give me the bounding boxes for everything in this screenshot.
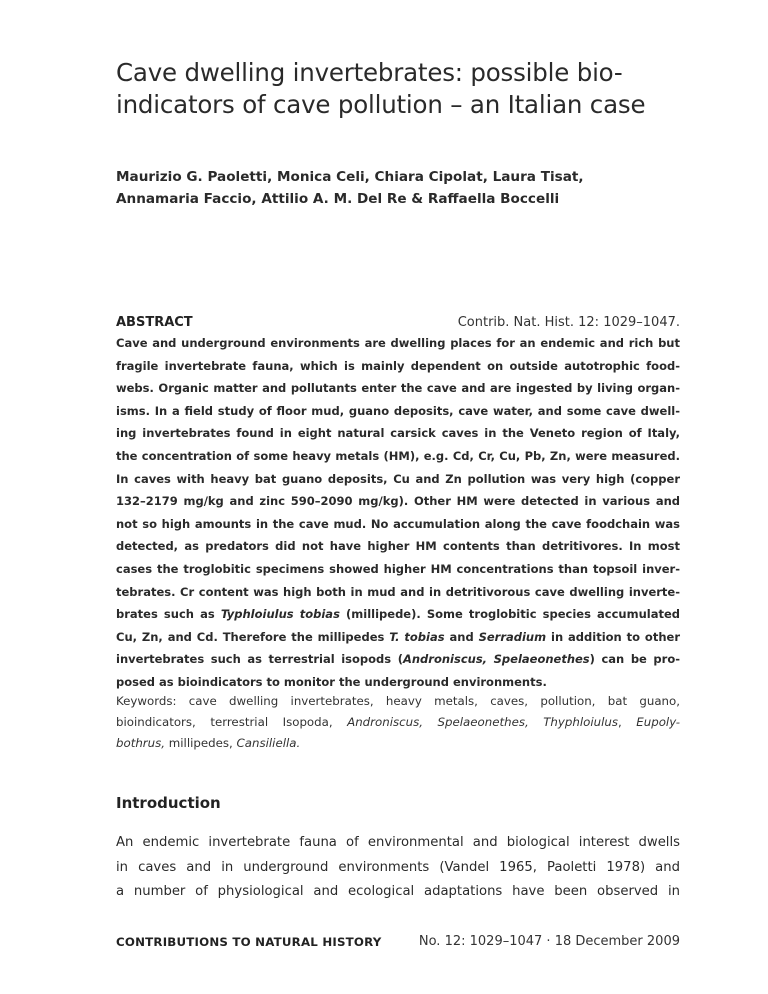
- title-line: Cave dwelling invertebrates: possible bio-: [116, 58, 623, 87]
- abstract-header: [116, 313, 680, 333]
- keyword-taxon: Androniscus, Spelaeonethes, Thyphloiulus: [347, 715, 619, 729]
- keywords-line: Keywords: cave dwelling invertebrates, heavy metals, caves, pollution, bat guano,: [116, 694, 680, 708]
- abstract-line: webs. Organic matter and pollutants enter the cave and are ingested by living organ-: [116, 381, 680, 396]
- keyword-taxon: bothrus,: [116, 736, 166, 750]
- title-line: indicators of cave pollution – an Italian case: [116, 90, 646, 119]
- abstract-line: ing invertebrates found in eight natural carsick caves in the Veneto region of Italy,: [116, 426, 680, 441]
- abstract-label: ABSTRACT: [116, 315, 193, 330]
- footer-issue-info: No. 12: 1029–1047 · 18 December 2009: [418, 934, 680, 949]
- keywords-line: [116, 733, 680, 754]
- species-name: Androniscus, Spelaeonethes: [402, 652, 590, 667]
- abstract-line: not so high amounts in the cave mud. No accumulation along the cave foodchain was: [116, 516, 680, 531]
- abstract-body: [116, 332, 680, 694]
- abstract-line: 132–2179 mg/kg and zinc 590–2090 mg/kg). Other HM were detected in various and: [116, 494, 680, 509]
- keyword-taxon: Cansiliella.: [236, 736, 301, 750]
- paper-title: [116, 57, 680, 121]
- keywords-text: ,: [618, 715, 637, 729]
- species-name: Typhloiulus tobias: [220, 607, 340, 622]
- abstract-line: [116, 648, 680, 671]
- abstract-text: in addition to other: [546, 629, 680, 644]
- abstract-text: Cu, Zn, and Cd. Therefore the millipedes: [116, 629, 390, 644]
- author-line: Maurizio G. Paoletti, Monica Celi, Chiara Cipolat, Laura Tisat,: [116, 169, 584, 185]
- keywords: [116, 691, 680, 754]
- abstract-line: [116, 603, 680, 626]
- abstract-line: cases the troglobitic specimens showed higher HM concentrations than topsoil inver-: [116, 561, 680, 576]
- abstract-text: and: [444, 629, 479, 644]
- introduction-body: [116, 831, 680, 905]
- abstract-text: brates such as: [116, 607, 221, 622]
- abstract-text: invertebrates such as terrestrial isopods (: [116, 652, 403, 667]
- body-line: An endemic invertebrate fauna of environmental and biological interest dwells: [116, 835, 680, 850]
- keywords-text: millipedes,: [165, 736, 237, 750]
- abstract-line: [116, 626, 680, 649]
- abstract-line: isms. In a field study of floor mud, guano deposits, cave water, and some cave dwell-: [116, 403, 680, 418]
- keywords-text: bioindicators, terrestrial Isopoda,: [116, 715, 348, 729]
- keywords-line: [116, 712, 680, 733]
- abstract-text: ) can be pro-: [589, 652, 681, 667]
- paper-page: [116, 0, 680, 994]
- abstract-line: Cave and underground environments are dwelling places for an endemic and rich but: [116, 336, 680, 350]
- body-line: a number of physiological and ecological adaptations have been observed in: [116, 884, 680, 899]
- abstract-line: In caves with heavy bat guano deposits, Cu and Zn pollution was very high (copper: [116, 471, 680, 486]
- abstract-line: posed as bioindicators to monitor the underground environments.: [116, 674, 547, 689]
- author-line: Annamaria Faccio, Attilio A. M. Del Re & Raffaella Boccelli: [116, 191, 560, 207]
- abstract-text: (millipede). Some troglobitic species accumulated: [339, 607, 681, 622]
- abstract-line: detected, as predators did not have higher HM contents than detritivores. In most: [116, 539, 680, 554]
- abstract-line: the concentration of some heavy metals (HM), e.g. Cd, Cr, Cu, Pb, Zn, were measured.: [116, 448, 680, 463]
- abstract-citation: Contrib. Nat. Hist. 12: 1029–1047.: [457, 315, 680, 330]
- keyword-taxon: Eupoly-: [636, 715, 681, 729]
- footer-journal-name: CONTRIBUTIONS TO NATURAL HISTORY: [116, 935, 382, 949]
- abstract-line: fragile invertebrate fauna, which is mainly dependent on outside autotrophic food-: [116, 358, 680, 373]
- body-line: in caves and in underground environments (Vandel 1965, Paoletti 1978) and: [116, 859, 680, 875]
- section-heading-introduction: Introduction: [116, 794, 221, 812]
- page-footer: [116, 932, 680, 952]
- species-name: Serradium: [478, 629, 547, 644]
- species-name: T. tobias: [389, 629, 445, 644]
- abstract-line: tebrates. Cr content was high both in mud and in detritivorous cave dwelling inverte-: [116, 584, 680, 599]
- author-list: [116, 166, 680, 210]
